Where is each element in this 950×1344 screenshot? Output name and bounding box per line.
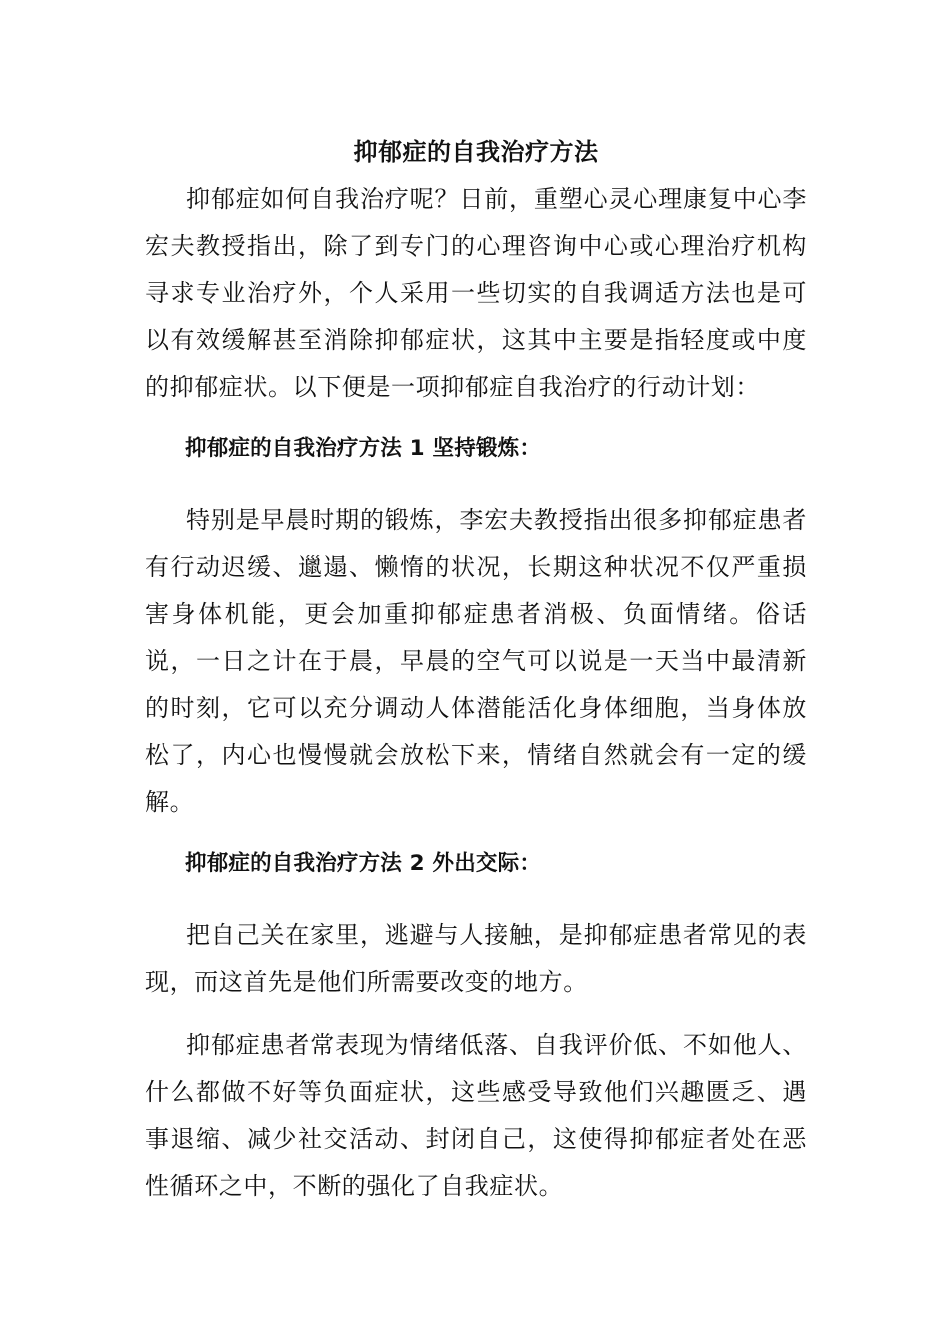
section-1-heading: 抑郁症的自我治疗方法 1 坚持锻炼： [185, 436, 542, 461]
section-2-heading: 抑郁症的自我治疗方法 2 外出交际： [185, 851, 542, 876]
section-2-paragraph-1: 把自己关在家里，逃避与人接触，是抑郁症患者常见的表现，而这首先是他们所需要改变的地方。 [145, 921, 807, 996]
section-1-paragraph: 特别是早晨时期的锻炼，李宏夫教授指出很多抑郁症患者有行动迟缓、邋遢、懒惰的状况，长期这种状况不仅严重损害身体机能，更会加重抑郁症患者消极、负面情绪。俗话说，一日之计在于晨，早晨的空气可以说是一天当中最清新的时刻，它可以充分调动人体潜能活化身体细胞，当身体放松了，内心也慢慢就会放松下来，情绪自然就会有一定的缓解。 [145, 506, 807, 816]
section-2-paragraph-2: 抑郁症患者常表现为情绪低落、自我评价低、不如他人、什么都做不好等负面症状，这些感受导致他们兴趣匮乏、遇事退缩、减少社交活动、封闭自己，这使得抑郁症者处在恶性循环之中，不断的强化了自我症状。 [145, 1031, 807, 1200]
intro-paragraph: 抑郁症如何自我治疗呢？日前，重塑心灵心理康复中心李宏夫教授指出，除了到专门的心理咨询中心或心理治疗机构寻求专业治疗外，个人采用一些切实的自我调适方法也是可以有效缓解甚至消除抑郁症状，这其中主要是指轻度或中度的抑郁症状。以下便是一项抑郁症自我治疗的行动计划： [145, 185, 807, 401]
document-title: 抑郁症的自我治疗方法 [353, 138, 599, 166]
document-body [145, 130, 807, 1226]
